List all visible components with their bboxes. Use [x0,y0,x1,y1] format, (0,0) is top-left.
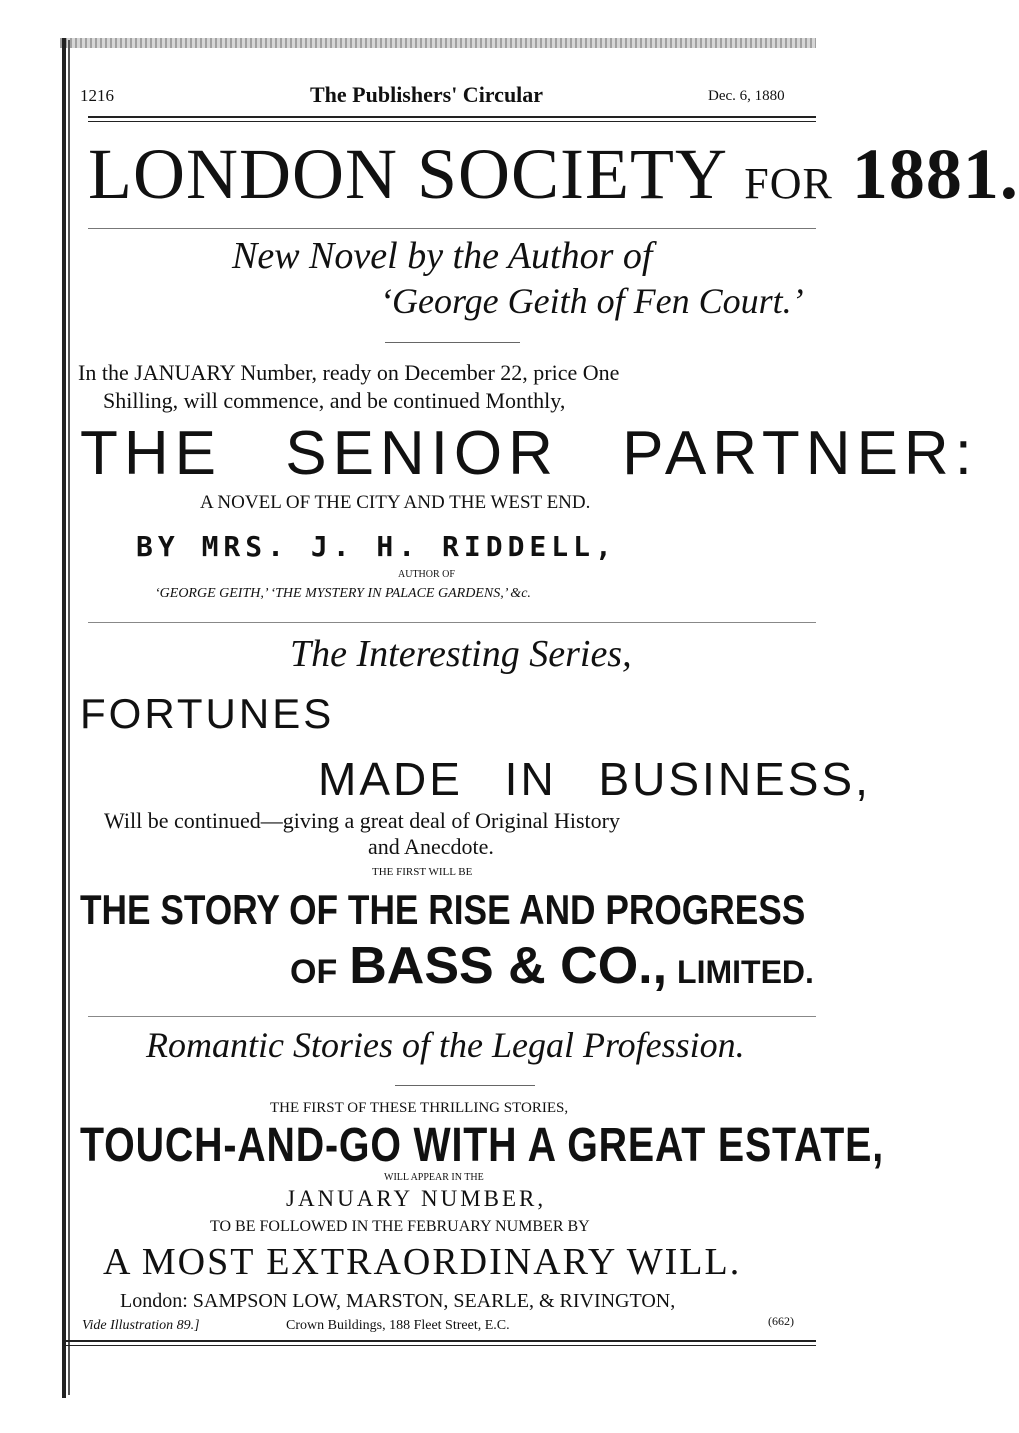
header-rule [88,116,816,118]
issue-date: Dec. 6, 1880 [708,88,785,104]
first-will-be: THE FIRST WILL BE [372,866,473,878]
novel-author: BY MRS. J. H. RIDDELL, [136,530,617,563]
publication-title: The Publishers' Circular [310,82,544,107]
novel-subtitle: A NOVEL OF THE CITY AND THE WEST END. [200,492,591,513]
masthead-rule [88,228,816,229]
masthead-year: 1881. [851,134,1019,214]
story-limited: LIMITED. [677,954,814,990]
left-border-inner [68,40,70,1395]
will-appear: WILL APPEAR IN THE [384,1172,484,1183]
legal-first-of: THE FIRST OF THESE THRILLING STORIES, [270,1100,569,1116]
short-rule [385,342,520,343]
author-of-label: AUTHOR OF [398,569,455,580]
announce-line2: Shilling, will commence, and be continued Monthly, [103,388,566,413]
short-rule-2 [395,1085,535,1086]
story-line2 [290,937,814,995]
series-title-line1: FORTUNES [80,690,335,737]
header-rule-thin [88,121,816,122]
author-works: ‘GEORGE GEITH,’ ‘THE MYSTERY IN PALACE GARDENS,’ &c. [155,586,531,601]
footer-publisher: London: SAMPSON LOW, MARSTON, SEARLE, & RIVINGTON, [120,1290,676,1312]
novel-title: THE SENIOR PARTNER: [80,419,978,488]
january-number: JANUARY NUMBER, [286,1186,547,1211]
footer-rule-thin [66,1345,816,1346]
footer-rule [66,1340,816,1342]
story-of: OF [290,953,338,991]
series-desc-line1: Will be continued—giving a great deal of Original History [104,808,620,833]
announce-line1: In the JANUARY Number, ready on December 22, price One [78,360,620,385]
series-heading: The Interesting Series, [290,633,632,675]
legal-heading: Romantic Stories of the Legal Profession. [146,1025,745,1065]
masthead-for: FOR [744,159,833,208]
legal-story-title: TOUCH-AND-GO WITH A GREAT ESTATE, [80,1119,884,1172]
footer-vide-text: Vide Illustration 89.] [82,1318,200,1333]
section-rule-1 [88,622,816,623]
top-border-band [60,38,816,48]
footer-code: (662) [768,1314,794,1328]
novel-intro-line1: New Novel by the Author of [232,235,653,277]
masthead-title [88,134,1019,214]
section-rule-2 [88,1016,816,1017]
will-title: A MOST EXTRAORDINARY WILL. [103,1241,742,1283]
story-line1: THE STORY OF THE RISE AND PROGRESS [80,886,806,933]
left-border [62,38,66,1398]
legal-followed: TO BE FOLLOWED IN THE FEBRUARY NUMBER BY [210,1218,590,1235]
page-number: 1216 [80,86,114,105]
series-desc-line2: and Anecdote. [368,834,494,859]
series-title-line2: MADE IN BUSINESS, [318,753,871,805]
masthead-name: LONDON SOCIETY [88,134,726,214]
footer-address: Crown Buildings, 188 Fleet Street, E.C. [286,1318,510,1333]
footer-vide [82,1318,200,1334]
story-bass: BASS & CO., [349,937,668,995]
novel-intro-line2: ‘George Geith of Fen Court.’ [380,281,804,321]
